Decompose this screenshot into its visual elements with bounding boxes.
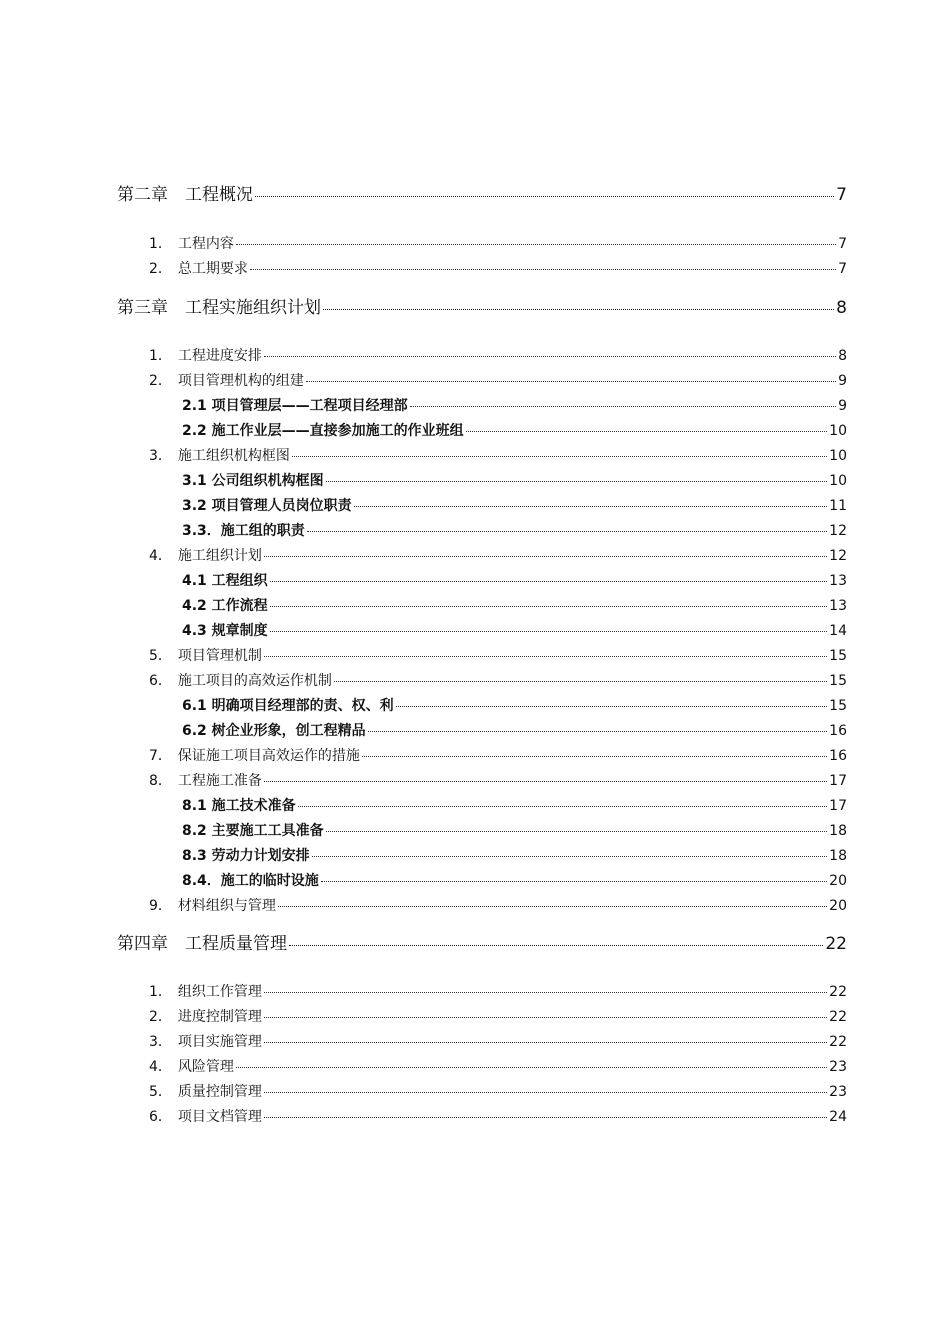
toc-subentry[interactable] [182, 595, 847, 615]
toc-page-number: 15 [829, 673, 847, 689]
toc-page-number: 20 [829, 873, 847, 889]
toc-entry[interactable] [149, 670, 847, 690]
toc-entry-title: 2.2 施工作业层——直接参加施工的作业班组 [182, 423, 464, 439]
toc-subentry[interactable] [182, 870, 847, 890]
toc-dot-leader [410, 406, 836, 407]
toc-page-number: 7 [838, 261, 847, 277]
toc-page-number: 15 [829, 698, 847, 714]
toc-subentry[interactable] [182, 795, 847, 815]
toc-entry-number: 5． [149, 1084, 172, 1100]
toc-entry[interactable] [149, 258, 847, 278]
toc-entry-title: 工程内容 [177, 236, 234, 252]
toc-dot-leader [354, 506, 827, 507]
toc-chapter-number: 第二章 [117, 185, 168, 205]
toc-entry-number: 7． [149, 748, 172, 764]
toc-entry[interactable] [149, 445, 847, 465]
toc-entry-title: 保证施工项目高效运作的措施 [177, 748, 360, 764]
toc-entry[interactable] [149, 233, 847, 253]
toc-page-number: 22 [829, 984, 847, 1000]
toc-dot-leader [264, 1017, 827, 1018]
toc-entry-title: 项目管理机构的组建 [177, 373, 304, 389]
toc-entry-title: 8.1 施工技术准备 [182, 798, 296, 814]
toc-entry-title: 风险管理 [177, 1059, 234, 1075]
toc-dot-leader [326, 481, 827, 482]
toc-chapter-number: 第三章 [117, 298, 168, 318]
toc-entry-title: 2.1 项目管理层——工程项目经理部 [182, 398, 408, 414]
toc-entry-title: 项目管理机制 [177, 648, 262, 664]
toc-page-number: 22 [825, 934, 847, 954]
toc-page-number: 13 [829, 598, 847, 614]
toc-page-number: 24 [829, 1109, 847, 1125]
toc-entry[interactable] [149, 1006, 847, 1026]
toc-entry[interactable] [149, 545, 847, 565]
toc-entry-number: 3． [149, 1034, 172, 1050]
toc-entry-title: 4.2 工作流程 [182, 598, 268, 614]
toc-page-number: 13 [829, 573, 847, 589]
toc-page-number: 22 [829, 1034, 847, 1050]
toc-entry-number: 4． [149, 548, 172, 564]
toc-entry-title: 进度控制管理 [177, 1009, 262, 1025]
toc-dot-leader [236, 1067, 827, 1068]
toc-entry-number: 5． [149, 648, 172, 664]
toc-chapter-3[interactable] [117, 293, 847, 317]
toc-page-number: 9 [838, 373, 847, 389]
toc-entry-title: 总工期要求 [177, 261, 248, 277]
toc-dot-leader [292, 456, 827, 457]
toc-dot-leader [368, 731, 827, 732]
toc-subentry[interactable] [182, 520, 847, 540]
toc-chapter-4[interactable] [117, 929, 847, 953]
toc-page-number: 8 [836, 298, 847, 318]
toc-entry-title: 质量控制管理 [177, 1084, 262, 1100]
toc-entry-title: 施工组织计划 [177, 548, 262, 564]
toc-entry-title: 施工项目的高效运作机制 [177, 673, 332, 689]
toc-dot-leader [323, 309, 834, 310]
toc-page-number: 16 [829, 748, 847, 764]
toc-dot-leader [264, 1092, 827, 1093]
toc-dot-leader [312, 856, 827, 857]
toc-dot-leader [264, 656, 827, 657]
toc-page-number: 22 [829, 1009, 847, 1025]
toc-subentry[interactable] [182, 695, 847, 715]
toc-subentry[interactable] [182, 420, 847, 440]
toc-page-number: 18 [829, 848, 847, 864]
toc-dot-leader [236, 244, 836, 245]
toc-page-number: 12 [829, 548, 847, 564]
toc-page-number: 20 [829, 898, 847, 914]
toc-dot-leader [264, 556, 827, 557]
toc-dot-leader [270, 606, 827, 607]
toc-page-number: 16 [829, 723, 847, 739]
toc-page-number: 14 [829, 623, 847, 639]
toc-entry-number: 6． [149, 1109, 172, 1125]
toc-subentry[interactable] [182, 845, 847, 865]
toc-subentry[interactable] [182, 495, 847, 515]
toc-dot-leader [255, 196, 834, 197]
toc-entry-number: 4． [149, 1059, 172, 1075]
toc-entry[interactable] [149, 645, 847, 665]
toc-entry-number: 8． [149, 773, 172, 789]
toc-page-number: 7 [838, 236, 847, 252]
toc-entry-title: 3.2 项目管理人员岗位职责 [182, 498, 352, 514]
toc-entry-number: 1． [149, 348, 172, 364]
toc-dot-leader [306, 381, 836, 382]
toc-entry-title: 项目文档管理 [177, 1109, 262, 1125]
toc-page-number: 9 [838, 398, 847, 414]
toc-page-number: 15 [829, 648, 847, 664]
toc-page-number: 10 [829, 423, 847, 439]
toc-entry-title: 8.4．施工的临时设施 [182, 873, 319, 889]
toc-entry-title: 工程实施组织计划 [185, 298, 321, 318]
toc-page-number: 18 [829, 823, 847, 839]
toc-subentry[interactable] [182, 720, 847, 740]
toc-entry-title: 工程概况 [185, 185, 253, 205]
toc-entry-title: 工程质量管理 [185, 934, 287, 954]
toc-page-number: 7 [836, 185, 847, 205]
toc-chapter-number: 第四章 [117, 934, 168, 954]
toc-dot-leader [264, 356, 836, 357]
toc-entry-title: 材料组织与管理 [177, 898, 276, 914]
toc-entry[interactable] [149, 895, 847, 915]
toc-dot-leader [321, 881, 827, 882]
toc-dot-leader [264, 1042, 827, 1043]
toc-dot-leader [264, 1117, 827, 1118]
toc-subentry[interactable] [182, 570, 847, 590]
toc-dot-leader [289, 945, 823, 946]
toc-dot-leader [334, 681, 827, 682]
toc-entry-title: 4.3 规章制度 [182, 623, 268, 639]
toc-dot-leader [270, 581, 827, 582]
toc-entry-number: 1． [149, 984, 172, 1000]
toc-entry-title: 8.3 劳动力计划安排 [182, 848, 310, 864]
toc-dot-leader [307, 531, 827, 532]
toc-entry-title: 3.1 公司组织机构框图 [182, 473, 324, 489]
toc-entry-title: 8.2 主要施工工具准备 [182, 823, 324, 839]
toc-page-number: 11 [829, 498, 847, 514]
toc-subentry[interactable] [182, 470, 847, 490]
toc-entry-title: 工程施工准备 [177, 773, 262, 789]
toc-entry[interactable] [149, 1106, 847, 1126]
toc-dot-leader [278, 906, 827, 907]
toc-dot-leader [298, 806, 827, 807]
toc-page-number: 23 [829, 1084, 847, 1100]
toc-dot-leader [396, 706, 827, 707]
toc-entry-number: 6． [149, 673, 172, 689]
toc-entry[interactable] [149, 1031, 847, 1051]
toc-dot-leader [326, 831, 827, 832]
toc-entry-title: 工程进度安排 [177, 348, 262, 364]
toc-entry[interactable] [149, 1056, 847, 1076]
toc-subentry[interactable] [182, 395, 847, 415]
toc-entry[interactable] [149, 345, 847, 365]
toc-entry[interactable] [149, 1081, 847, 1101]
toc-subentry[interactable] [182, 820, 847, 840]
toc-entry-number: 9． [149, 898, 172, 914]
toc-subentry[interactable] [182, 620, 847, 640]
toc-page-number: 10 [829, 473, 847, 489]
toc-entry-number: 2． [149, 1009, 172, 1025]
toc-dot-leader [264, 992, 827, 993]
toc-entry-title: 6.2 树企业形象，创工程精品 [182, 723, 366, 739]
toc-page-number: 17 [829, 798, 847, 814]
toc-entry[interactable] [149, 370, 847, 390]
toc-dot-leader [466, 431, 827, 432]
toc-page-number: 12 [829, 523, 847, 539]
toc-chapter-2[interactable] [117, 180, 847, 204]
toc-page-number: 17 [829, 773, 847, 789]
toc-dot-leader [264, 781, 827, 782]
toc-page-number: 23 [829, 1059, 847, 1075]
toc-page-number: 8 [838, 348, 847, 364]
toc-entry-title: 施工组织机构框图 [177, 448, 290, 464]
toc-entry-title: 4.1 工程组织 [182, 573, 268, 589]
toc-entry-number: 2． [149, 373, 172, 389]
toc-entry-title: 3.3．施工组的职责 [182, 523, 305, 539]
toc-entry-title: 组织工作管理 [177, 984, 262, 1000]
toc-entry[interactable] [149, 745, 847, 765]
toc-entry[interactable] [149, 981, 847, 1001]
toc-entry-title: 项目实施管理 [177, 1034, 262, 1050]
toc-entry-number: 2． [149, 261, 172, 277]
toc-dot-leader [270, 631, 827, 632]
toc-entry-title: 6.1 明确项目经理部的责、权、利 [182, 698, 394, 714]
toc-dot-leader [362, 756, 827, 757]
toc-entry-number: 3． [149, 448, 172, 464]
toc-entry[interactable] [149, 770, 847, 790]
toc-entry-number: 1． [149, 236, 172, 252]
toc-dot-leader [250, 269, 836, 270]
toc-page-number: 10 [829, 448, 847, 464]
